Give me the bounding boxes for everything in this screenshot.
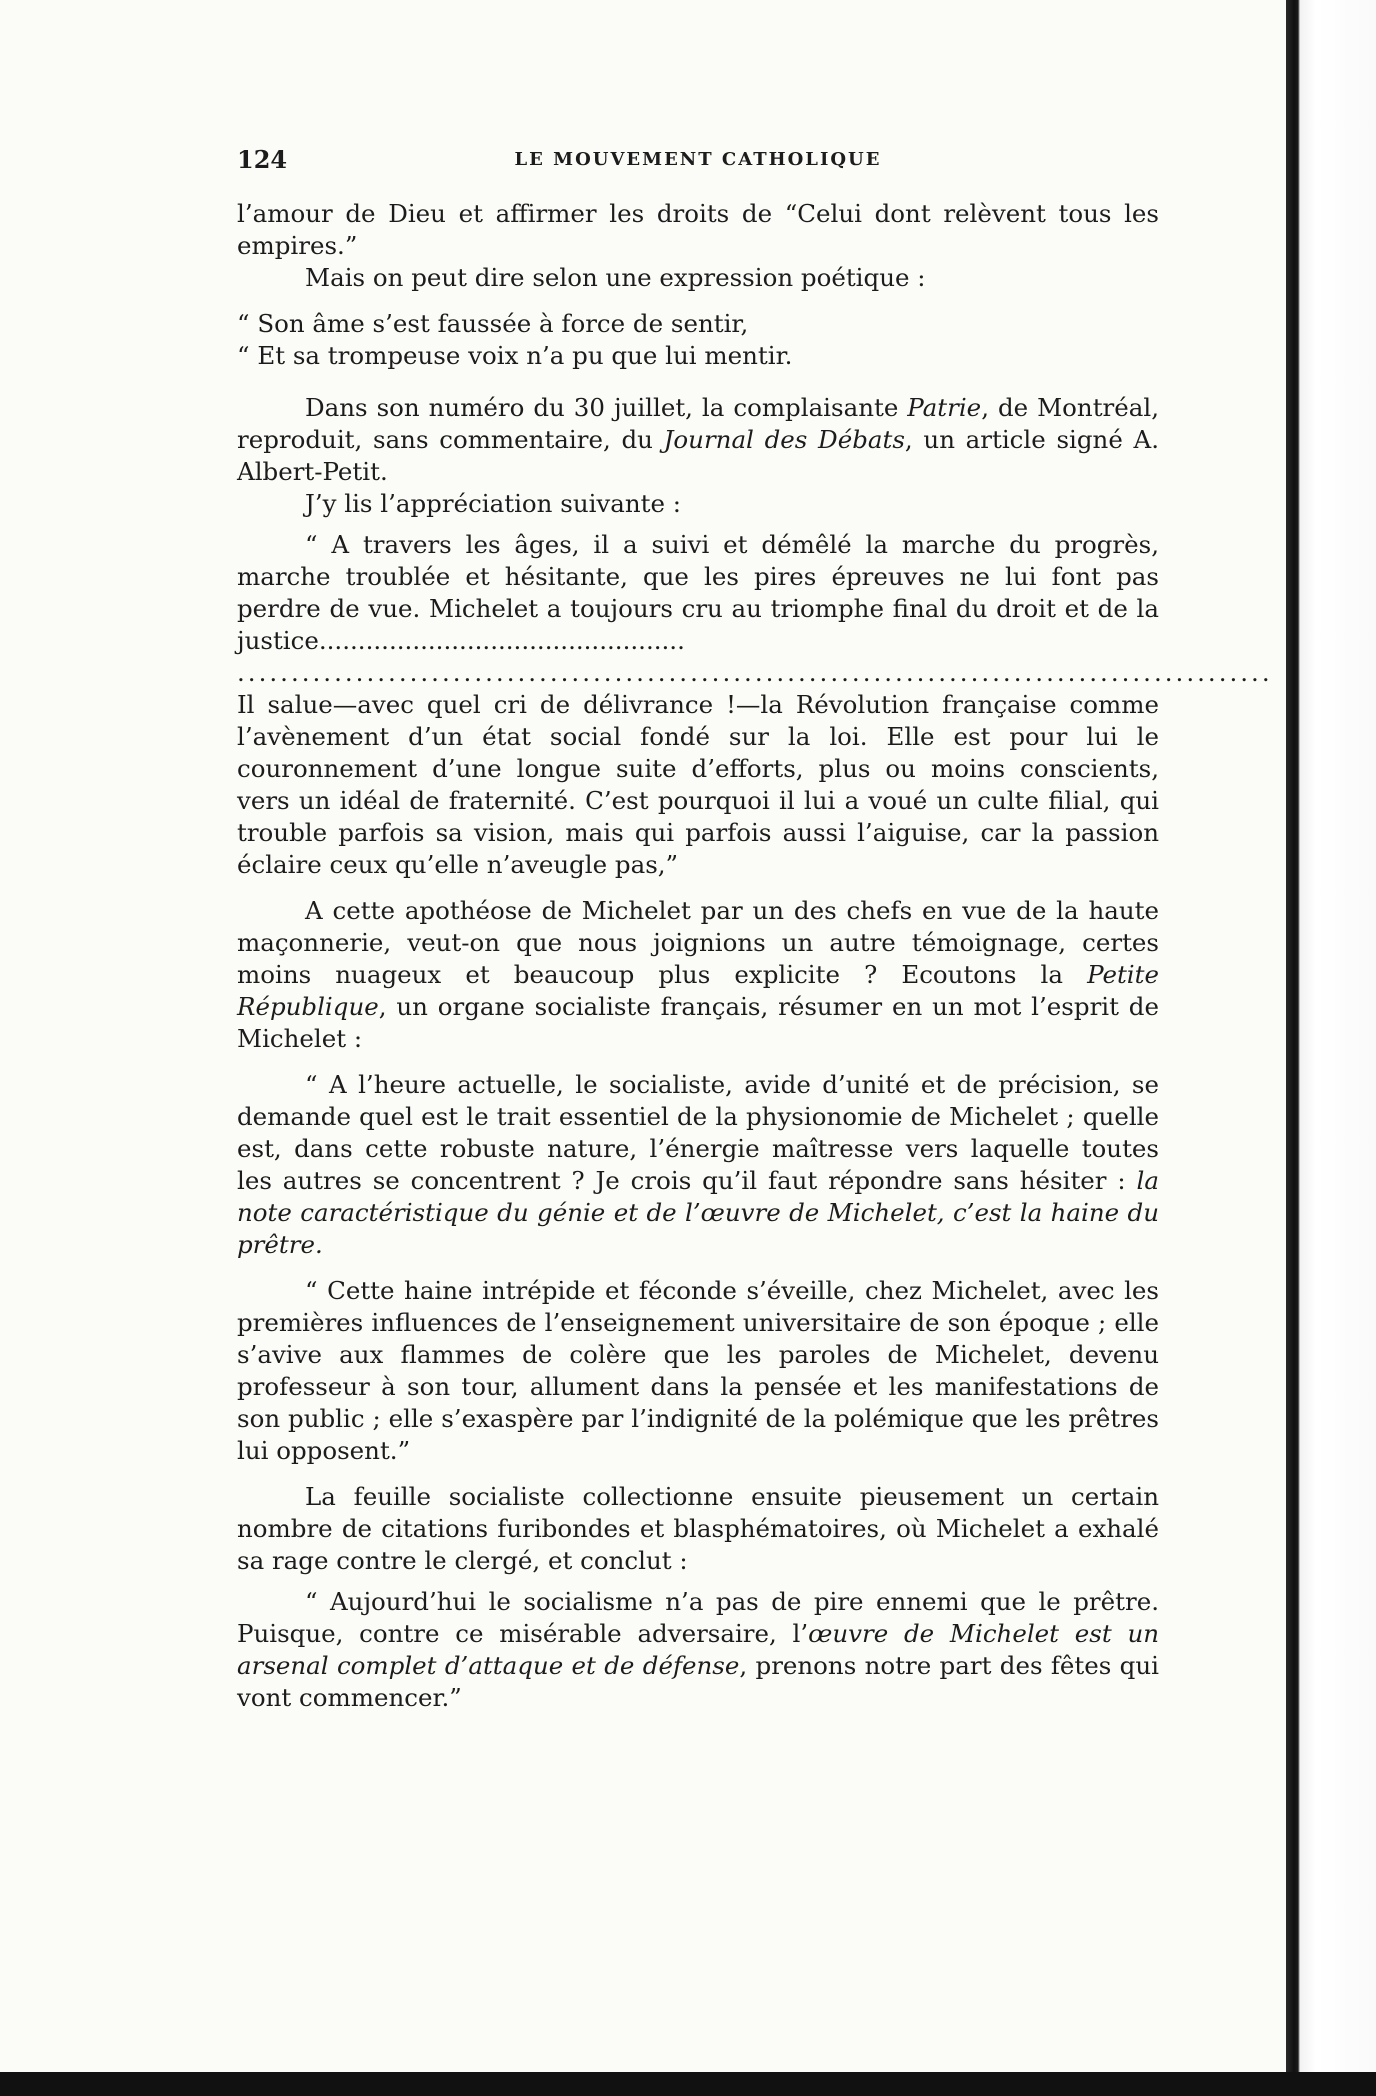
patrie-title: Patrie: [907, 393, 982, 422]
quote-4: “ Cette haine intrépide et féconde s’éveille, chez Michelet, avec les premières influences de l’enseignement universitaire de son époque ; elle s’avive aux flammes de colère que les paroles de Michelet, devenu professeur à son tour, allument dans la pensée et les manifestations de son public ; elle s’exaspère par l’indignité de la polémique que les prêtres lui opposent.”: [237, 1276, 1159, 1465]
quote-5: [237, 1586, 1159, 1714]
verse-line-1: “ Son âme s’est faussée à force de sentir,: [237, 309, 749, 338]
paragraph-3: [237, 392, 1159, 488]
paragraph-3-text-c: , un article signé A. Albert-Petit.: [237, 425, 1160, 486]
leader-dots-1: ...............................................: [318, 626, 685, 655]
journal-des-debats-title: Journal des Débats: [663, 425, 905, 454]
paragraph-5: [237, 895, 1159, 1055]
petite-republique-title: Petite République: [237, 960, 1159, 1021]
page-header: [237, 145, 1159, 181]
leader-dots-2: ................................................................................................: [237, 658, 1273, 687]
verse-line-2: “ Et sa trompeuse voix n’a pu que lui mentir.: [237, 341, 793, 370]
quote-3-italic: la note caractéristique du génie et de l’œuvre de Michelet, c’est la haine du prêtre.: [237, 1166, 1159, 1259]
quote-5-italic: œuvre de Michelet est un arsenal complet d’attaque et de défense: [237, 1619, 1159, 1680]
paragraph-6: La feuille socialiste collectionne ensuite pieusement un certain nombre de citations furibondes et blasphématoires, où Michelet a exhalé sa rage contre le clergé, et conclut :: [237, 1482, 1159, 1575]
quote-3: [237, 1069, 1159, 1261]
paragraph-3-text-a: Dans son numéro du 30 juillet, la complaisante: [305, 393, 908, 422]
quote-3-text: “ A l’heure actuelle, le socialiste, avide d’unité et de précision, se demande quel est le trait essentiel de la physionomie de Michelet ; quelle est, dans cette robuste nature, l’énergie maîtresse vers laquelle toutes les autres se concentrent ? Je crois qu’il faut répondre sans hésiter :: [237, 1070, 1159, 1195]
paragraph-5-text-b: , un organe socialiste français, résumer en un mot l’esprit de Michelet :: [237, 992, 1159, 1053]
quote-2: Il salue—avec quel cri de délivrance !—la Révolution française comme l’avènement d’un état social fondé sur la loi. Elle est pour lui le couronnement d’une longue suite d’efforts, plus ou moins conscients, vers un idéal de fraternité. C’est pourquoi il lui a voué un culte filial, qui trouble parfois sa vision, mais qui parfois aussi l’aiguise, car la passion éclaire ceux qu’elle n’aveugle pas,”: [237, 690, 1159, 879]
quote-1-text: “ A travers les âges, il a suivi et démêlé la marche du progrès, marche troublée et hésitante, que les pires épreuves ne lui font pas perdre de vue. Michelet a toujours cru au triomphe final du droit et de la justice: [237, 530, 1159, 655]
paragraph-2: Mais on peut dire selon une expression poétique :: [305, 263, 926, 292]
quote-5-text-b: , prenons notre part des fêtes qui vont commencer.”: [237, 1651, 1159, 1712]
page-number: 124: [237, 145, 288, 174]
paragraph-5-text-a: A cette apothéose de Michelet par un des chefs en vue de la haute maçonnerie, veut-on que nous joignions un autre témoignage, certes moins nuageux et beaucoup plus explicite ? Ecoutons la: [237, 896, 1159, 989]
paragraph-3-text-b: , de Montréal, reproduit, sans commentaire, du: [237, 393, 1160, 454]
paragraph-4: J’y lis l’appréciation suivante :: [305, 489, 682, 518]
book-binding-edge: [1286, 0, 1376, 2096]
scan-bottom-border: [0, 2072, 1376, 2096]
quote-5-text-a: “ Aujourd’hui le socialisme n’a pas de pire ennemi que le prêtre. Puisque, contre ce misérable adversaire, l’: [237, 1587, 1159, 1648]
running-title: LE MOUVEMENT CATHOLIQUE: [514, 149, 882, 170]
body-text: [237, 198, 1273, 1714]
paragraph-1: l’amour de Dieu et affirmer les droits de “Celui dont relèvent tous les empires.”: [237, 199, 1159, 260]
quote-1: [237, 529, 1159, 657]
